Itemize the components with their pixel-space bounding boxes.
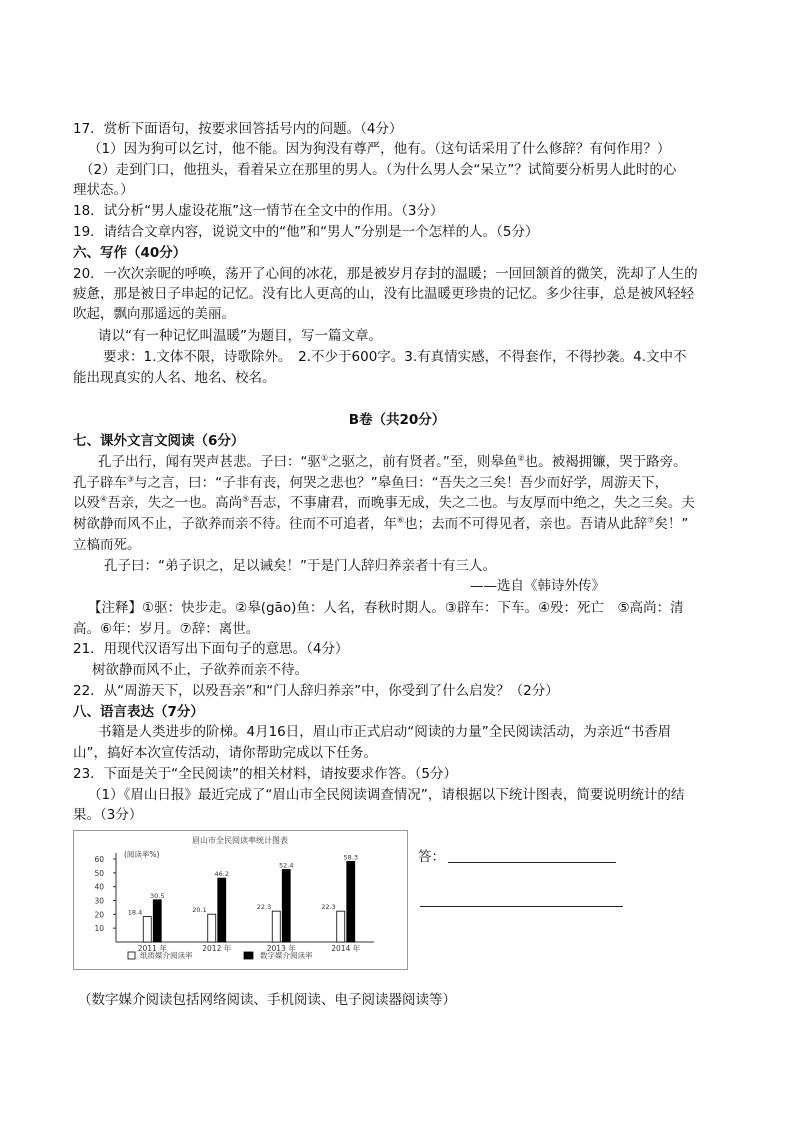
q17-title: 17．赏析下面语句，按要求回答括号内的问题。（4分） <box>73 121 403 137</box>
chart-y-tick-label: 40 <box>94 882 104 892</box>
chart-y-tick-label: 10 <box>94 924 104 934</box>
chart-bar-digital <box>218 878 226 942</box>
q20-line3: 吹起，飘向那遥远的美丽。 <box>73 306 235 322</box>
chart-bar-digital <box>153 900 161 942</box>
answer-label: 答： <box>418 849 445 865</box>
passage-line5: 立槁而死。 <box>73 537 141 553</box>
chart-ylabel: (阅读率%) <box>124 850 160 859</box>
chart-data-label: 22.3 <box>321 903 336 912</box>
passage-line1: 孔子出行，闻有哭声甚悲。子曰：“驱①之驱之，前有贤者。”至，则皋鱼②也。被褐拥镰，哭于路旁。 <box>98 453 687 470</box>
chart-x-tick-label: 2013 年 <box>266 944 296 953</box>
chart-data-label: 30.5 <box>150 891 165 900</box>
q22: 22．从“周游天下，以殁吾亲”和“门人辞归养亲”中，你受到了什么启发？（2分） <box>73 683 559 699</box>
q20-requirements-cont: 能出现真实的人名、地名、校名。 <box>73 370 276 386</box>
reading-rate-chart <box>73 830 408 970</box>
volume-b-heading: B卷（共20分） <box>348 412 446 428</box>
answer-line-2[interactable] <box>420 906 623 907</box>
q23-title: 23．下面是关于“全民阅读”的相关材料，请按要求作答。（5分） <box>73 766 458 782</box>
chart-svg <box>74 831 407 969</box>
passage-line2: 孔子辟车③与之言，曰：“子非有丧，何哭之悲也？”皋鱼曰：“吾失之三矣！吾少而好学，周游天下， <box>73 474 669 491</box>
section-language-heading: 八、语言表达（7分） <box>73 704 204 720</box>
chart-bar-paper <box>337 911 345 942</box>
chart-x-tick-label: 2014 年 <box>331 944 361 953</box>
chart-x-tick-label: 2012 年 <box>202 944 232 953</box>
notes-line2: 高。⑥年：岁月。⑦辞：离世。 <box>73 621 260 637</box>
q23-part1-cont: 果。（3分） <box>73 807 143 823</box>
passage-source: ——选自《韩诗外传》 <box>470 578 605 594</box>
q18: 18．试分析“男人虚设花瓶”这一情节在全文中的作用。（3分） <box>73 203 444 219</box>
q19: 19．请结合文章内容，说说文中的“他”和“男人”分别是一个怎样的人。（5分） <box>73 224 539 240</box>
q20-line2: 疲惫，那是被日子串起的记忆。没有比人更高的山，没有比温暖更珍贵的记忆。多少往事，总是被风轻轻 <box>73 286 694 302</box>
section-writing-heading: 六、写作（40分） <box>73 245 187 261</box>
q17-part1: （1）因为狗可以乞讨，他不能。因为狗没有尊严，他有。（这句话采用了什么修辞？有何作用？） <box>88 141 671 157</box>
passage-line6: 孔子曰：“弟子识之，足以诫矣！”于是门人辞归养亲者十有三人。 <box>104 558 496 574</box>
chart-data-label: 58.3 <box>343 853 358 862</box>
chart-y-tick-label: 30 <box>94 896 104 906</box>
q17-part2-cont: 理状态。） <box>73 182 134 198</box>
chart-data-label: 18.4 <box>127 908 143 917</box>
chart-y-tick-label: 50 <box>94 868 104 878</box>
chart-title: 眉山市全民阅读率统计图表 <box>192 836 288 845</box>
passage-line3: 以殁④吾亲，失之一也。高尚⑤吾志，不事庸君，而晚事无成，失之二也。与友厚而中绝之，失之三矣。夫 <box>73 494 695 511</box>
chart-data-label: 20.1 <box>192 906 207 915</box>
q20-line1: 20．一次次亲昵的呼唤，荡开了心间的冰花，那是被岁月存封的温暖；一回回颔首的微笑，洗却了人生的 <box>73 266 698 282</box>
chart-bar-paper <box>272 911 280 942</box>
chart-bar-paper <box>208 914 216 942</box>
chart-data-label: 52.4 <box>279 861 294 870</box>
answer-line-1[interactable] <box>448 862 616 863</box>
chart-y-tick-label: 20 <box>94 910 104 920</box>
section-classical-heading: 七、课外文言文阅读（6分） <box>73 433 245 449</box>
q21-sentence: 树欲静而风不止，子欲养而亲不待。 <box>92 662 308 678</box>
chart-bar-paper <box>143 917 151 942</box>
chart-bar-digital <box>347 861 355 942</box>
legend-swatch-paper <box>128 952 135 959</box>
intro-line1: 书籍是人类进步的阶梯。4月16日，眉山市正式启动“阅读的力量”全民阅读活动，为亲近“书香眉 <box>98 724 672 740</box>
chart-bar-digital <box>282 870 290 942</box>
chart-data-label: 22.3 <box>256 903 272 912</box>
chart-y-tick-label: 60 <box>94 855 104 864</box>
legend-swatch-digital <box>244 952 253 959</box>
q23-footnote: （数字媒介阅读包括网络阅读、手机阅读、电子阅读器阅读等） <box>78 992 456 1008</box>
q17-part2: （2）走到门口，他扭头，看着呆立在那里的男人。（为什么男人会“呆立”？试简要分析男人此时的心 <box>80 162 677 178</box>
q20-requirements: 要求：1.文体不限，诗歌除外。 2.不少于600字。3.有真情实感，不得套作，不得抄袭。4.文中不 <box>103 349 687 365</box>
q21-title: 21．用现代汉语写出下面句子的意思。（4分） <box>73 641 349 657</box>
intro-line2: 山”，搞好本次宣传活动，请你帮助完成以下任务。 <box>73 745 377 761</box>
notes-line1: 【注释】①驱：快步走。②皋(gāo)鱼：人名，春秋时期人。③辟车：下车。④殁：死亡 ⑤高尚：清 <box>88 600 684 616</box>
passage-line4: 树欲静而风不止，子欲养而亲不待。往而不可追者，年⑥也；去而不可得见者，亲也。吾请从此辞⑦矣！” <box>73 515 689 532</box>
chart-x-tick-label: 2011 年 <box>137 944 167 953</box>
q20-prompt: 请以“有一种记忆叫温暖”为题目，写一篇文章。 <box>98 328 382 344</box>
chart-data-label: 46.2 <box>214 870 229 879</box>
q23-part1: （1）《眉山日报》最近完成了“眉山市全民阅读调查情况”，请根据以下统计图表，简要说明统计的结 <box>88 787 685 803</box>
legend-label-paper: 纸质媒介阅读率 <box>140 951 193 960</box>
legend-label-digital: 数字媒介阅读率 <box>260 951 313 960</box>
